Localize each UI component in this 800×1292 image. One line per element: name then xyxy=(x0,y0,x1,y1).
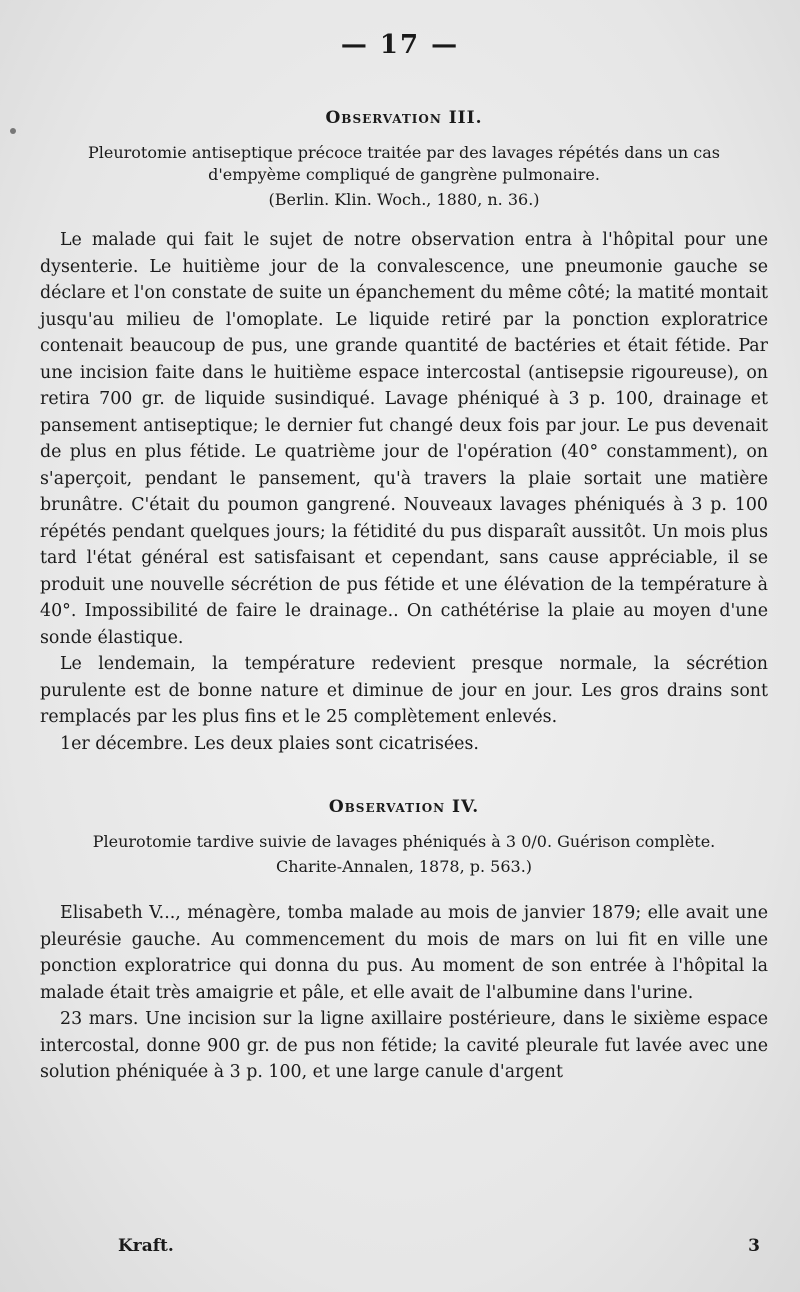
observation-3-heading: Observation III. xyxy=(325,108,483,128)
observation-4-subtitle: Pleurotomie tardive suivie de lavages phéniqués à 3 0/0. Guérison complète. xyxy=(92,832,716,851)
observation-4-paragraph: Elisabeth V..., ménagère, tomba malade au mois de janvier 1879; elle avait une pleurésie gauche. Au commencement du mois de mars on lui fit en ville une ponction exploratrice qui donna du pus. Au moment de son entrée à l'hôpital la malade était très amaigrie et pâle, et elle avait de l'albumine dans l'urine. xyxy=(40,903,768,1003)
observation-4-source: Charite-Annalen, 1878, p. 563.) xyxy=(275,857,533,876)
observation-3-paragraph: Le lendemain, la température redevient presque normale, la sécrétion purulente est de bonne nature et diminue de jour en jour. Les gros drains sont remplacés par les plus fins et le 25 complètement enlevés. xyxy=(40,654,768,727)
observation-3-paragraph: 1er décembre. Les deux plaies sont cicatrisées. xyxy=(60,733,479,754)
signature-mark: 3 xyxy=(748,1236,760,1256)
observation-4-heading: Observation IV. xyxy=(328,797,480,817)
footer-author: Kraft. xyxy=(118,1236,174,1256)
observation-4-paragraph: 23 mars. Une incision sur la ligne axillaire postérieure, dans le sixième espace intercostal, donne 900 gr. de pus non fétide; la cavité pleurale fut lavée avec une solution phéniquée à 3 p. 100, et une large canule d'argent xyxy=(40,1009,768,1082)
page-number: — 17 — xyxy=(340,30,460,60)
observation-3-subtitle: Pleurotomie antiseptique précoce traitée par des lavages répétés dans un cas d'empyème compliqué de gangrène pulmonaire. xyxy=(87,143,721,184)
observation-3-source: (Berlin. Klin. Woch., 1880, n. 36.) xyxy=(268,190,540,209)
observation-3-paragraph: Le malade qui fait le sujet de notre observation entra à l'hôpital pour une dysenterie. Le huitième jour de la convalescence, une pneumonie gauche se déclare et l'on constate de suite un épanchement du même côté; la matité montait jusqu'au milieu de l'omoplate. Le liquide retiré par la ponction exploratrice contenait beaucoup de pus, une grande quantité de bactéries et était fétide. Par une incision faite dans le huitième espace intercostal (antisepsie rigoureuse), on retira 700 gr. de liquide susindiqué. Lavage phéniqué à 3 p. 100, drainage et pansement antiseptique; le dernier fut changé deux fois par jour. Le pus devenait de plus en plus fétide. Le quatrième jour de l'opération (40° constamment), on s'aperçoit, pendant le pansement, qu'à travers la plaie sortait une matière brunâtre. C'était du poumon gangrené. Nouveaux lavages phéniqués à 3 p. 100 répétés pendant quelques jours; la fétidité du pus disparaît aussitôt. Un mois plus tard l'état général est satisfaisant et cependant, sans cause appréciable, il se produit une nouvelle sécrétion de pus fétide et une élévation de la température à 40°. Impossibilité de faire le drainage.. On cathétérise la plaie au moyen d'une sonde élastique. xyxy=(40,230,768,648)
bleed-spot xyxy=(10,128,16,134)
page-content xyxy=(40,108,768,1086)
page-footer xyxy=(118,1236,760,1256)
